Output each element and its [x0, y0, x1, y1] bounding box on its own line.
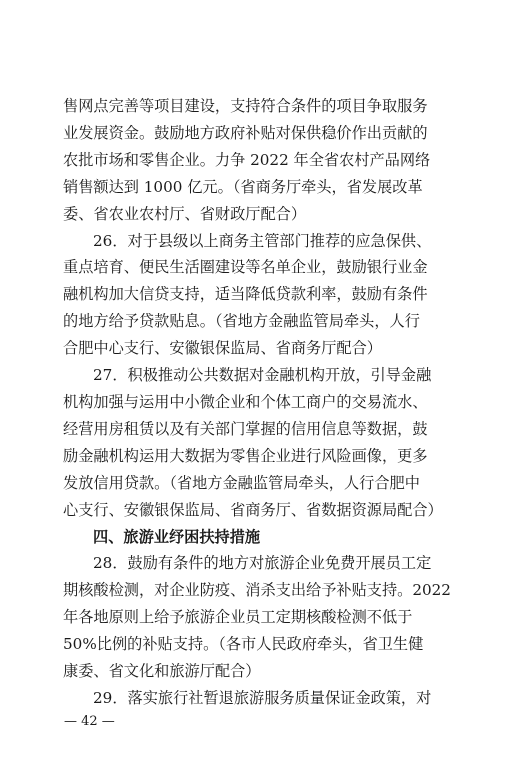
text-line: 发放信用贷款。（省地方金融监管局牵头，人行合肥中 — [63, 474, 420, 492]
text-line: 康委、省文化和旅游厅配合） — [63, 662, 261, 680]
section-heading: 四、旅游业纾困扶持措施 — [93, 528, 261, 546]
text-line: 重点培育、便民生活圈建设等名单企业，鼓励银行业金 — [63, 258, 428, 276]
paragraph-28-start: 28．鼓励有条件的地方对旅游企业免费开展员工定 — [93, 554, 432, 572]
text-line: 年各地原则上给予旅游企业员工定期核酸检测不低于 — [63, 608, 413, 626]
paragraph-29-start: 29．落实旅行社暂退旅游服务质量保证金政策，对 — [93, 689, 432, 707]
text-line: 销售额达到 1000 亿元。（省商务厅牵头，省发展改革 — [63, 178, 423, 196]
text-line: 励金融机构运用大数据为零售企业进行风险画像，更多 — [63, 447, 428, 465]
paragraph-26-start: 26．对于县级以上商务主管部门推荐的应急保供、 — [93, 232, 432, 250]
text-line: 融机构加大信贷支持，适当降低贷款利率，鼓励有条件 — [63, 285, 428, 303]
text-line: 心支行、安徽银保监局、省商务厅、省数据资源局配合） — [63, 501, 443, 519]
text-line: 业发展资金。鼓励地方政府补贴对保供稳价作出贡献的 — [63, 124, 428, 142]
text-line: 机构加强与运用中小微企业和个体工商户的交易流水、 — [63, 393, 428, 411]
text-line: 农批市场和零售企业。力争 2022 年全省农村产品网络 — [63, 151, 431, 169]
text-line: 的地方给予贷款贴息。（省地方金融监管局牵头，人行 — [63, 312, 420, 330]
text-line: 委、省农业农村厅、省财政厅配合） — [63, 205, 306, 223]
text-line: 50%比例的补贴支持。（各市人民政府牵头，省卫生健 — [63, 635, 424, 653]
text-line: 期核酸检测，对企业防疫、消杀支出给予补贴支持。2022 — [63, 581, 451, 599]
page-number: — 42 — — [64, 714, 115, 729]
text-line: 售网点完善等项目建设，支持符合条件的项目争取服务 — [63, 97, 428, 115]
paragraph-27-start: 27．积极推动公共数据对金融机构开放，引导金融 — [93, 366, 432, 384]
text-line: 合肥中心支行、安徽银保监局、省商务厅配合） — [63, 339, 382, 357]
text-line: 经营用房租赁以及有关部门掌握的信用信息等数据，鼓 — [63, 420, 428, 438]
